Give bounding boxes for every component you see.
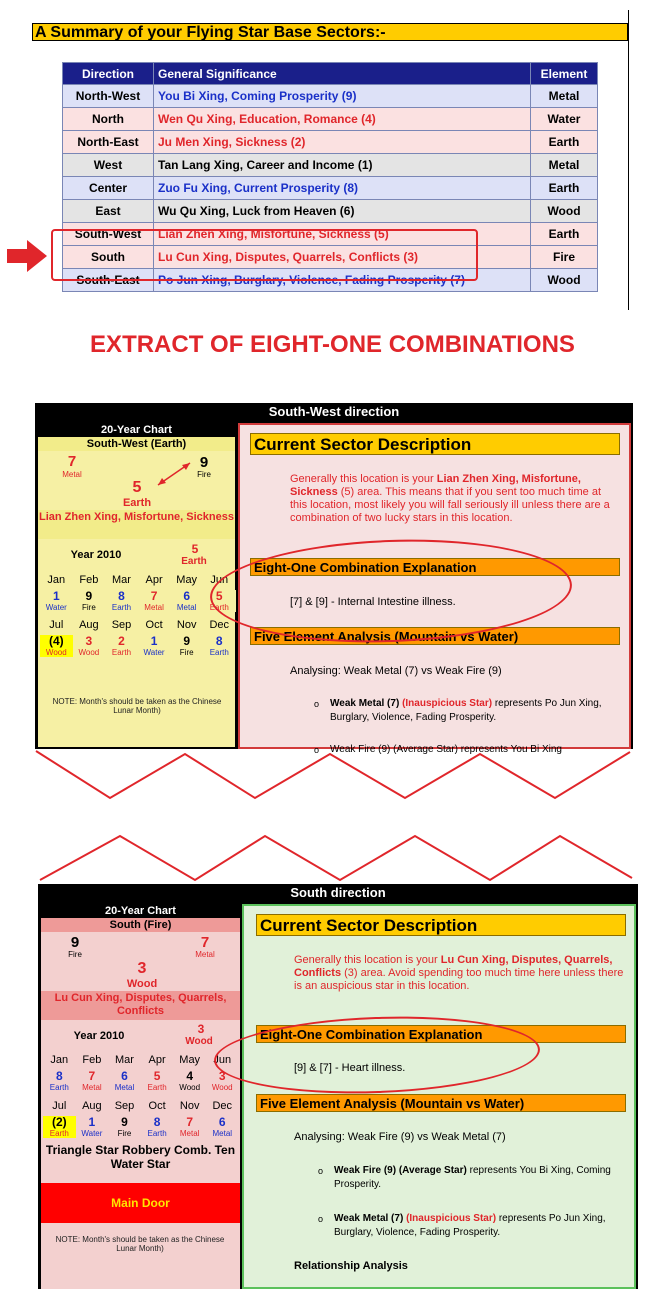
cell-element: Metal xyxy=(531,85,598,108)
star-number: 7 xyxy=(186,1115,194,1129)
cell-significance: Wu Qu Xing, Luck from Heaven (6) xyxy=(154,200,531,223)
star-element: Metal xyxy=(212,1129,233,1138)
star-name: Lian Zhen Xing, Misfortune, Sickness xyxy=(38,510,235,539)
star-number: 8 xyxy=(153,1115,161,1129)
star-number: 7 xyxy=(88,1069,96,1083)
bullet-mountain: o Weak Metal (7) (Inauspicious Star) represents Po Jun Xing, Burglary, Violence, Fading Prosperity. xyxy=(330,697,610,725)
star-number: 6 xyxy=(183,589,191,603)
star-number: 5 xyxy=(153,1069,161,1083)
month-label: Nov xyxy=(176,619,197,631)
month-star xyxy=(105,635,138,657)
star-element: Metal xyxy=(144,603,164,612)
cell-direction: North-East xyxy=(63,131,154,154)
star-element: Earth xyxy=(147,1129,167,1138)
water-star: 9 xyxy=(199,454,209,471)
relationship-title: Relationship Analysis xyxy=(294,1260,408,1272)
base-star: 3 xyxy=(137,960,147,977)
star-element: Metal xyxy=(114,1083,135,1092)
chart-note: NOTE: Month's should be taken as the Chinese Lunar Month) xyxy=(52,697,222,715)
star-element: Wood xyxy=(45,648,67,657)
month-label: Dec xyxy=(212,1100,233,1112)
star-number: 9 xyxy=(183,634,191,648)
cell-significance: Tan Lang Xing, Career and Income (1) xyxy=(154,154,531,177)
summary-row xyxy=(63,200,598,223)
cell-element: Wood xyxy=(531,200,598,223)
year-star: 5 xyxy=(191,542,199,556)
cell-significance: Lu Cun Xing, Disputes, Quarrels, Conflicts (3) xyxy=(154,246,531,269)
sector-description: Generally this location is your Lian Zhen Xing, Misfortune, Sickness (5) area. This means that if you sent too much time at this location, most likely you will fall seriously ill unless there are a combination of two lucky stars in this location. xyxy=(290,473,610,524)
star-number: 3 xyxy=(85,634,93,648)
cell-direction: South xyxy=(63,246,154,269)
summary-row xyxy=(63,177,598,200)
cell-significance: Po Jun Xing, Burglary, Violence, Fading Prosperity (7) xyxy=(154,269,531,292)
star-number: 8 xyxy=(118,589,125,603)
cell-element: Water xyxy=(531,108,598,131)
month-label: Jan xyxy=(47,574,66,586)
month-star xyxy=(73,635,106,657)
base-star: 5 xyxy=(132,479,142,496)
current-sector-title: Current Sector Description xyxy=(256,914,626,936)
bullet-water: o Weak Fire (9) (Average Star) represents You Bi Xing xyxy=(330,743,610,757)
star-name: Lu Cun Xing, Disputes, Quarrels, Conflicts xyxy=(41,991,240,1020)
cell-element: Fire xyxy=(531,246,598,269)
month-label: May xyxy=(176,574,198,586)
special-combination: Triangle Star Robbery Comb. Ten Water Star xyxy=(45,1143,236,1171)
months-row-1 xyxy=(40,574,236,586)
month-star xyxy=(108,1070,141,1092)
cell-significance: You Bi Xing, Coming Prosperity (9) xyxy=(154,85,531,108)
month-star xyxy=(76,1070,109,1092)
month-label: Jul xyxy=(49,619,64,631)
month-label: Dec xyxy=(209,619,230,631)
month-label: Apr xyxy=(148,1054,166,1066)
combination-title: Eight-One Combination Explanation xyxy=(250,558,620,576)
bullet-water: o Weak Metal (7) (Inauspicious Star) represents Po Jun Xing, Burglary, Violence, Fading Prosperity. xyxy=(334,1212,624,1240)
month-label: Nov xyxy=(179,1100,200,1112)
star-element: Fire xyxy=(117,1129,132,1138)
month-label: Feb xyxy=(79,574,99,586)
header-direction: Direction xyxy=(63,63,154,85)
water-element: Fire xyxy=(197,470,211,479)
year-element: Wood xyxy=(185,1036,213,1047)
panel-heading: South-West direction xyxy=(268,404,400,419)
stars-row-1 xyxy=(43,1070,239,1092)
combination-text: [7] & [9] - Internal Intestine illness. xyxy=(290,596,456,608)
star-number: 4 xyxy=(186,1069,194,1083)
months-row-2 xyxy=(40,619,236,631)
chart-title: 20-Year Chart xyxy=(38,423,235,437)
months-row-2 xyxy=(43,1100,239,1112)
base-element: Earth xyxy=(122,497,152,509)
cell-direction: South-East xyxy=(63,269,154,292)
month-label: Aug xyxy=(79,619,99,631)
chart-title: 20-Year Chart xyxy=(41,904,240,918)
star-element: Metal xyxy=(82,1083,102,1092)
extract-title: EXTRACT OF EIGHT-ONE COMBINATIONS xyxy=(90,331,575,358)
twenty-year-chart xyxy=(38,423,235,747)
combination-title: Eight-One Combination Explanation xyxy=(256,1025,626,1043)
year-label: Year 2010 xyxy=(70,549,122,561)
divider-line xyxy=(628,10,629,310)
star-number: 6 xyxy=(121,1069,128,1083)
cell-direction: North xyxy=(63,108,154,131)
sector-description: Generally this location is your Lu Cun Xing, Disputes, Quarrels, Conflicts (3) area. Avoid spending too much time here unless there is an auspicious star in this location. xyxy=(294,954,624,992)
month-label: Jun xyxy=(213,1054,232,1066)
months-row-1 xyxy=(43,1054,239,1066)
cell-element: Metal xyxy=(531,154,598,177)
month-label: Oct xyxy=(148,1100,166,1112)
month-star xyxy=(173,1116,206,1138)
cell-direction: East xyxy=(63,200,154,223)
summary-row xyxy=(63,85,598,108)
month-label: Sep xyxy=(114,1100,135,1112)
month-label: Feb xyxy=(82,1054,102,1066)
month-label: Mar xyxy=(115,1054,134,1066)
star-element: Earth xyxy=(209,603,229,612)
current-sector-title: Current Sector Description xyxy=(250,433,620,455)
star-element: Earth xyxy=(49,1083,69,1092)
mountain-element: Fire xyxy=(68,950,82,959)
star-element: Wood xyxy=(179,1083,201,1092)
month-star xyxy=(141,1116,174,1138)
month-star xyxy=(105,590,138,612)
month-star xyxy=(138,635,171,657)
star-number: 5 xyxy=(215,589,223,603)
summary-row xyxy=(63,131,598,154)
double-arrow-icon xyxy=(153,459,195,489)
star-element: Earth xyxy=(49,1129,69,1138)
star-element: Fire xyxy=(179,648,194,657)
star-number: 6 xyxy=(218,1115,226,1129)
main-door-label: Main Door xyxy=(41,1183,240,1223)
month-label: Aug xyxy=(82,1100,102,1112)
cell-direction: West xyxy=(63,154,154,177)
analysing-line: Analysing: Weak Fire (9) vs Weak Metal (7) xyxy=(294,1131,506,1143)
month-star xyxy=(138,590,171,612)
year-star: 3 xyxy=(197,1022,205,1036)
cell-significance: Zuo Fu Xing, Current Prosperity (8) xyxy=(154,177,531,200)
month-star xyxy=(203,635,236,657)
highlight-box xyxy=(51,229,478,281)
summary-title: A Summary of your Flying Star Base Sectors:- xyxy=(32,23,628,41)
cell-direction: Center xyxy=(63,177,154,200)
month-star xyxy=(43,1116,76,1138)
star-number: 7 xyxy=(150,589,158,603)
torn-edge-bottom xyxy=(0,746,665,806)
star-number: 1 xyxy=(52,589,60,603)
cell-element: Earth xyxy=(531,177,598,200)
star-number: 1 xyxy=(150,634,158,648)
month-star xyxy=(76,1116,109,1138)
month-label: Sep xyxy=(111,619,132,631)
month-star xyxy=(206,1116,239,1138)
star-element: Earth xyxy=(111,603,132,612)
month-star xyxy=(73,590,106,612)
summary-row xyxy=(63,108,598,131)
cell-significance: Wen Qu Xing, Education, Romance (4) xyxy=(154,108,531,131)
month-star xyxy=(170,590,203,612)
chart-sector: South (Fire) xyxy=(41,918,240,932)
month-label: Jun xyxy=(210,574,229,586)
month-label: Jan xyxy=(50,1054,69,1066)
cell-direction: South-West xyxy=(63,223,154,246)
star-number: 9 xyxy=(121,1115,128,1129)
month-star xyxy=(40,635,73,657)
star-element: Metal xyxy=(176,603,197,612)
water-element: Metal xyxy=(195,950,215,959)
chart-note: NOTE: Month's should be taken as the Chinese Lunar Month) xyxy=(55,1235,225,1253)
star-element: Wood xyxy=(78,648,100,657)
year-element: Earth xyxy=(181,556,207,567)
month-star xyxy=(40,590,73,612)
cell-significance: Ju Men Xing, Sickness (2) xyxy=(154,131,531,154)
star-element: Fire xyxy=(82,603,96,612)
stars-row-2 xyxy=(43,1116,239,1138)
star-number: 2 xyxy=(118,634,125,648)
star-element: Water xyxy=(143,648,165,657)
bullet-mountain: o Weak Fire (9) (Average Star) represents You Bi Xing, Coming Prosperity. xyxy=(334,1164,624,1192)
water-star: 7 xyxy=(200,934,210,951)
star-number: 8 xyxy=(55,1069,63,1083)
description-panel xyxy=(242,904,636,1289)
mountain-element: Metal xyxy=(62,470,82,479)
star-element: Wood xyxy=(211,1083,233,1092)
month-label: Jul xyxy=(52,1100,67,1112)
cell-element: Wood xyxy=(531,269,598,292)
star-number: (4) xyxy=(48,634,64,648)
panel-heading: South direction xyxy=(290,885,386,900)
star-number: 1 xyxy=(88,1115,96,1129)
star-number: (2) xyxy=(51,1115,67,1129)
star-number: 8 xyxy=(215,634,223,648)
cell-element: Earth xyxy=(531,131,598,154)
chart-sector: South-West (Earth) xyxy=(38,437,235,451)
month-star xyxy=(108,1116,141,1138)
month-label: Mar xyxy=(112,574,131,586)
month-label: May xyxy=(179,1054,201,1066)
month-star xyxy=(173,1070,206,1092)
star-element: Water xyxy=(45,603,67,612)
header-significance: General Significance xyxy=(154,63,531,85)
combination-text: [9] & [7] - Heart illness. xyxy=(294,1062,406,1074)
star-number: 3 xyxy=(218,1069,226,1083)
cell-direction: North-West xyxy=(63,85,154,108)
red-arrow-icon xyxy=(7,240,49,272)
stars-row-1 xyxy=(40,590,236,612)
mountain-star: 9 xyxy=(70,934,80,951)
mountain-star: 7 xyxy=(67,453,77,470)
stars-row-2 xyxy=(40,635,236,657)
cell-significance: Lian Zhen Xing, Misfortune, Sickness (5) xyxy=(154,223,531,246)
summary-row xyxy=(63,154,598,177)
star-element: Earth xyxy=(111,648,132,657)
star-element: Metal xyxy=(179,1129,200,1138)
month-star xyxy=(141,1070,174,1092)
header-element: Element xyxy=(531,63,598,85)
twenty-year-chart xyxy=(41,904,240,1289)
analysing-line: Analysing: Weak Metal (7) vs Weak Fire (9) xyxy=(290,665,502,677)
month-star xyxy=(170,635,203,657)
month-label: Oct xyxy=(145,619,163,631)
year-label: Year 2010 xyxy=(73,1030,125,1042)
star-element: Earth xyxy=(147,1083,167,1092)
month-label: Apr xyxy=(145,574,163,586)
base-element: Wood xyxy=(126,978,158,990)
star-number: 9 xyxy=(85,589,93,603)
star-element: Earth xyxy=(209,648,229,657)
five-element-title: Five Element Analysis (Mountain vs Water) xyxy=(250,627,620,645)
star-element: Water xyxy=(81,1129,103,1138)
month-star xyxy=(43,1070,76,1092)
torn-edge-top xyxy=(0,828,665,888)
cell-element: Earth xyxy=(531,223,598,246)
five-element-title: Five Element Analysis (Mountain vs Water) xyxy=(256,1094,626,1112)
